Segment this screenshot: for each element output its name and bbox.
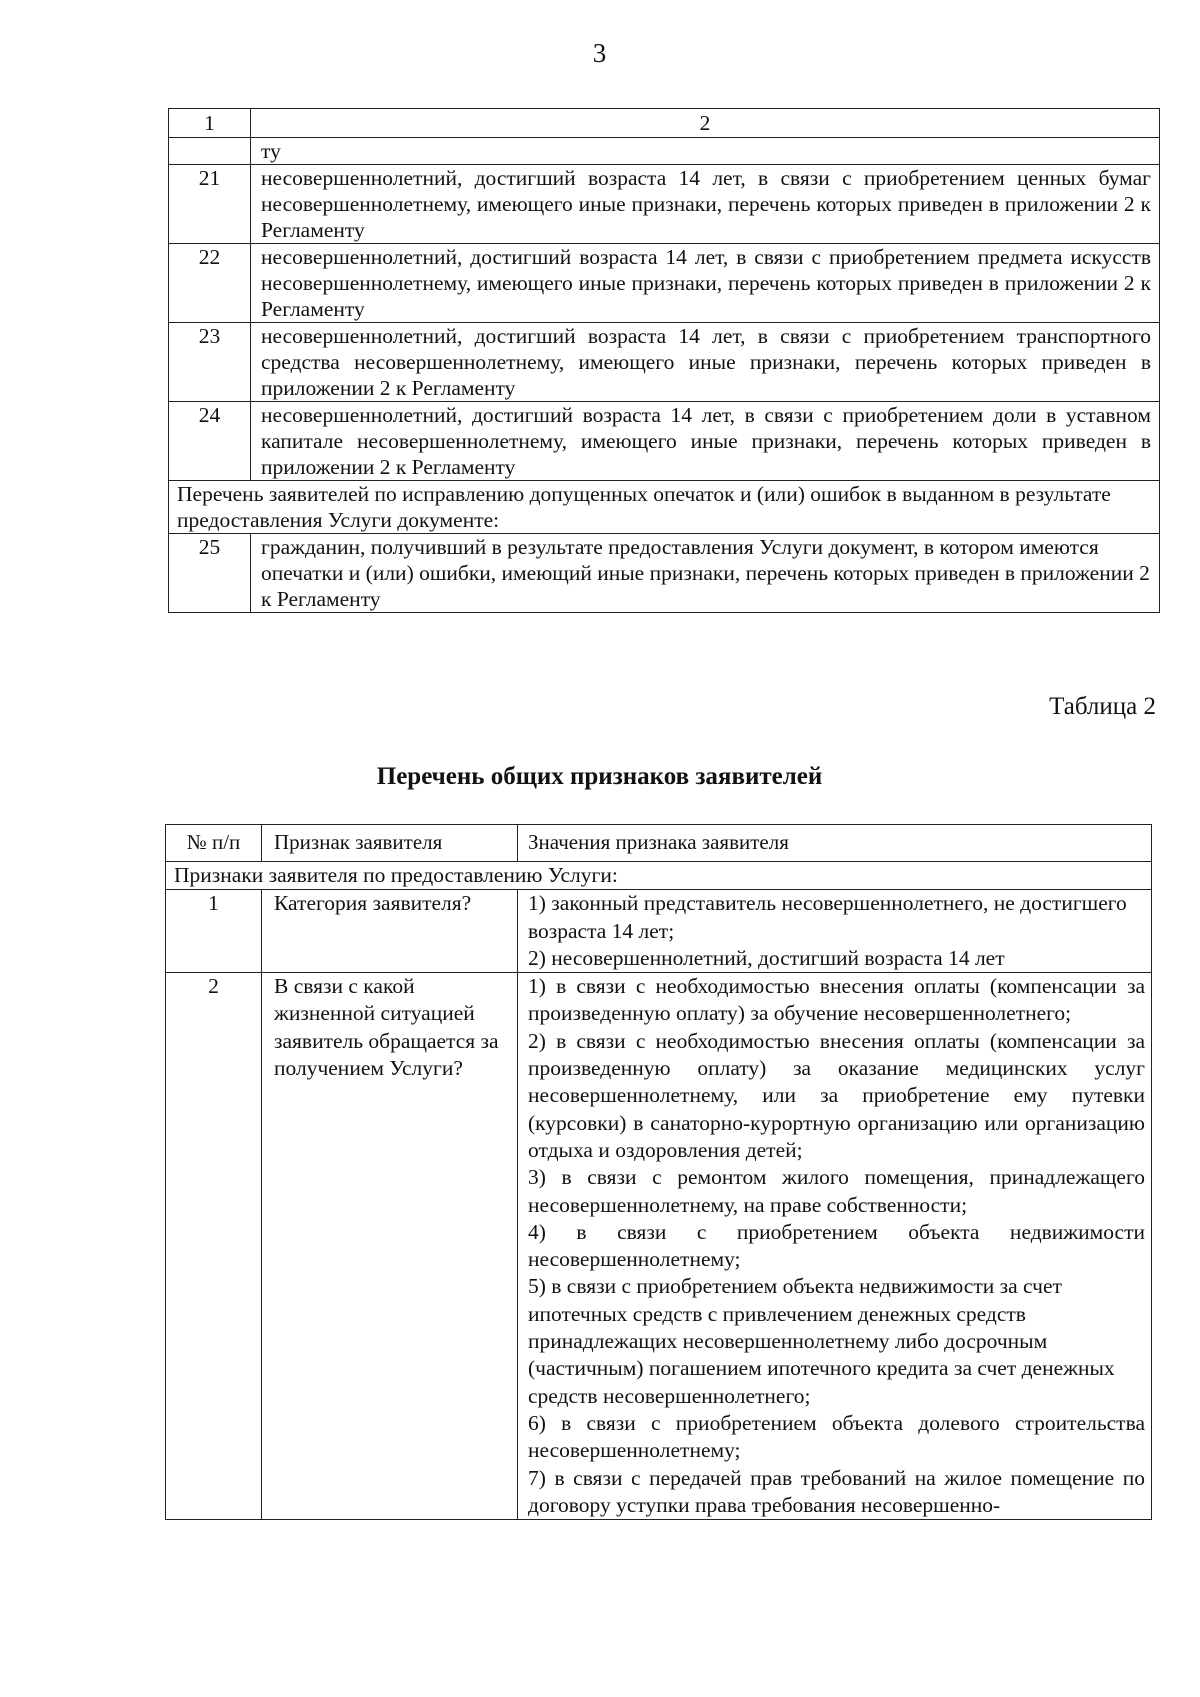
value-item: 4) в связи с приобретением объекта недвижимости несовершеннолетнему;: [528, 1219, 1145, 1272]
table-row: [169, 402, 1160, 481]
table-header-row: [169, 109, 1160, 138]
table-row: [169, 323, 1160, 402]
section-heading: Перечень заявителей по исправлению допущенных опечаток и (или) ошибок в выданном в результате предоставления Услуги документе:: [169, 481, 1160, 534]
table-row: [169, 138, 1160, 165]
value-item: 2) несовершеннолетний, достигший возраста 14 лет: [528, 945, 1005, 970]
header-values: Значения признака заявителя: [518, 825, 1152, 862]
table-caption: Таблица 2: [1049, 693, 1156, 720]
table-row: [169, 244, 1160, 323]
row-number: 2: [166, 973, 262, 1520]
section-heading: Признаки заявителя по предоставлению Услуги:: [166, 862, 1152, 890]
row-number: 21: [169, 165, 251, 244]
value-item: 5) в связи с приобретением объекта недвижимости за счет ипотечных средств с привлечением денежных средств принадлежащих несовершеннолетнему либо досрочным (частичным) погашением ипотечного кредита за счет денежных средств несовершеннолетнего;: [528, 1274, 1115, 1408]
table-header-row: [166, 825, 1152, 862]
table-row: [169, 165, 1160, 244]
row-text-continuation: ту: [251, 138, 1160, 165]
row-values: [518, 973, 1152, 1520]
row-text: несовершеннолетний, достигший возраста 14 лет, в связи с приобретением доли в уставном капитале несовершеннолетнему, имеющего иные признаки, перечень которых приведен в приложении 2 к Регламенту: [251, 402, 1160, 481]
value-item: 1) в связи с необходимостью внесения оплаты (компенсации за произведенную оплату) за обучение несовершеннолетнего;: [528, 974, 1145, 1026]
header-sign: Признак заявителя: [262, 825, 518, 862]
table-row: [169, 534, 1160, 613]
row-number: 1: [166, 890, 262, 973]
row-sign: Категория заявителя?: [262, 890, 518, 973]
row-text: несовершеннолетний, достигший возраста 14 лет, в связи с приобретением транспортного средства несовершеннолетнему, имеющего иные признаки, перечень которых приведен в приложении 2 к Регламенту: [251, 323, 1160, 402]
header-col-1: 1: [169, 109, 251, 138]
row-text: несовершеннолетний, достигший возраста 14 лет, в связи с приобретением предмета искусств несовершеннолетнему, имеющего иные признаки, перечень которых приведен в приложении 2 к Регламенту: [251, 244, 1160, 323]
table-row: [166, 973, 1152, 1520]
value-item: 2) в связи с необходимостью внесения оплаты (компенсации за произведенную оплату) за оказание медицинских услуг несовершеннолетнему, или за приобретение ему путевки (курсовки) в санаторно-курортную организацию или организацию отдыха и оздоровления детей;: [528, 1028, 1145, 1162]
value-item: 6) в связи с приобретением объекта долевого строительства несовершеннолетнему;: [528, 1410, 1145, 1463]
table-title: Перечень общих признаков заявителей: [376, 763, 823, 790]
table-section-row: [169, 481, 1160, 534]
row-number: 25: [169, 534, 251, 613]
row-text: гражданин, получивший в результате предоставления Услуги документ, в котором имеются опечатки и (или) ошибки, имеющий иные признаки, перечень которых приведен в приложении 2 к Регламенту: [251, 534, 1160, 613]
row-values: [518, 890, 1152, 973]
page-number: 3: [592, 38, 607, 68]
applicant-signs-table: [165, 824, 1152, 1520]
header-number: № п/п: [166, 825, 262, 862]
row-number: 24: [169, 402, 251, 481]
applicants-list-table: [168, 108, 1160, 613]
value-item: 3) в связи с ремонтом жилого помещения, принадлежащего несовершеннолетнему, на праве собственности;: [528, 1165, 1145, 1217]
header-col-2: 2: [251, 109, 1160, 138]
row-number: 23: [169, 323, 251, 402]
table-section-row: [166, 862, 1152, 890]
value-item: 7) в связи с передачей прав требований на жилое помещение по договору уступки права требования несовершенно-: [528, 1465, 1145, 1517]
row-number: [169, 138, 251, 165]
row-number: 22: [169, 244, 251, 323]
row-text: несовершеннолетний, достигший возраста 14 лет, в связи с приобретением ценных бумаг несовершеннолетнему, имеющего иные признаки, перечень которых приведен в приложении 2 к Регламенту: [251, 165, 1160, 244]
row-sign: В связи с какой жизненной ситуацией заявитель обращается за получением Услуги?: [262, 973, 518, 1520]
table-row: [166, 890, 1152, 973]
value-item: 1) законный представитель несовершеннолетнего, не достигшего возраста 14 лет;: [528, 891, 1127, 943]
